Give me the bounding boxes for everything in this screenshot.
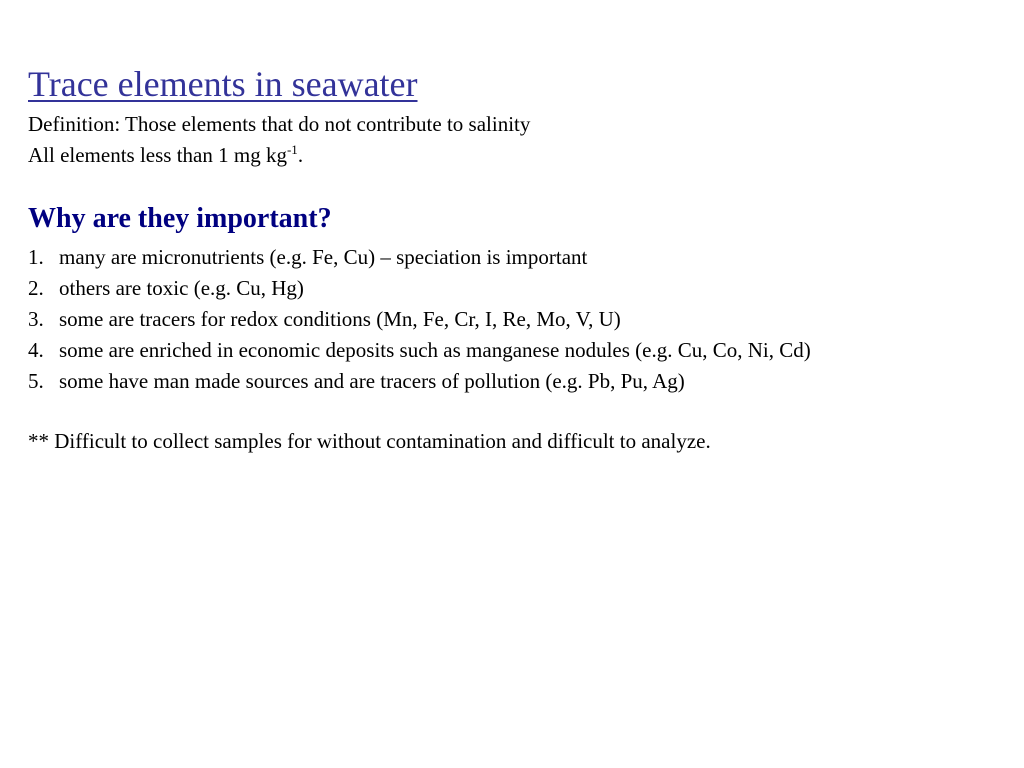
list-item-number: 3. bbox=[28, 307, 44, 331]
list-item bbox=[28, 366, 811, 397]
list-item bbox=[28, 242, 811, 273]
threshold-line bbox=[28, 141, 303, 169]
list-item-text: some are enriched in economic deposits such as manganese nodules (e.g. Cu, Co, Ni, Cd) bbox=[59, 338, 811, 362]
importance-heading: Why are they important? bbox=[28, 203, 332, 234]
list-item-number: 4. bbox=[28, 338, 44, 362]
list-item-number: 5. bbox=[28, 369, 44, 393]
threshold-superscript: -1 bbox=[286, 142, 298, 157]
definition-line: Definition: Those elements that do not contribute to salinity bbox=[28, 112, 531, 136]
threshold-suffix: . bbox=[297, 143, 304, 167]
list-item-number: 2. bbox=[28, 276, 44, 300]
slide-title: Trace elements in seawater bbox=[28, 64, 418, 104]
list-item-text: some have man made sources and are tracers of pollution (e.g. Pb, Pu, Ag) bbox=[59, 369, 685, 393]
list-item-text: many are micronutrients (e.g. Fe, Cu) – speciation is important bbox=[59, 245, 588, 269]
list-item bbox=[28, 304, 811, 335]
list-item-text: some are tracers for redox conditions (Mn, Fe, Cr, I, Re, Mo, V, U) bbox=[59, 307, 621, 331]
importance-list bbox=[28, 242, 811, 397]
list-item bbox=[28, 273, 811, 304]
list-item-number: 1. bbox=[28, 245, 44, 269]
list-item-text: others are toxic (e.g. Cu, Hg) bbox=[59, 276, 304, 300]
list-item bbox=[28, 335, 811, 366]
footnote: ** Difficult to collect samples for without contamination and difficult to analyze. bbox=[28, 429, 711, 453]
threshold-text: All elements less than 1 mg kg bbox=[28, 143, 287, 167]
